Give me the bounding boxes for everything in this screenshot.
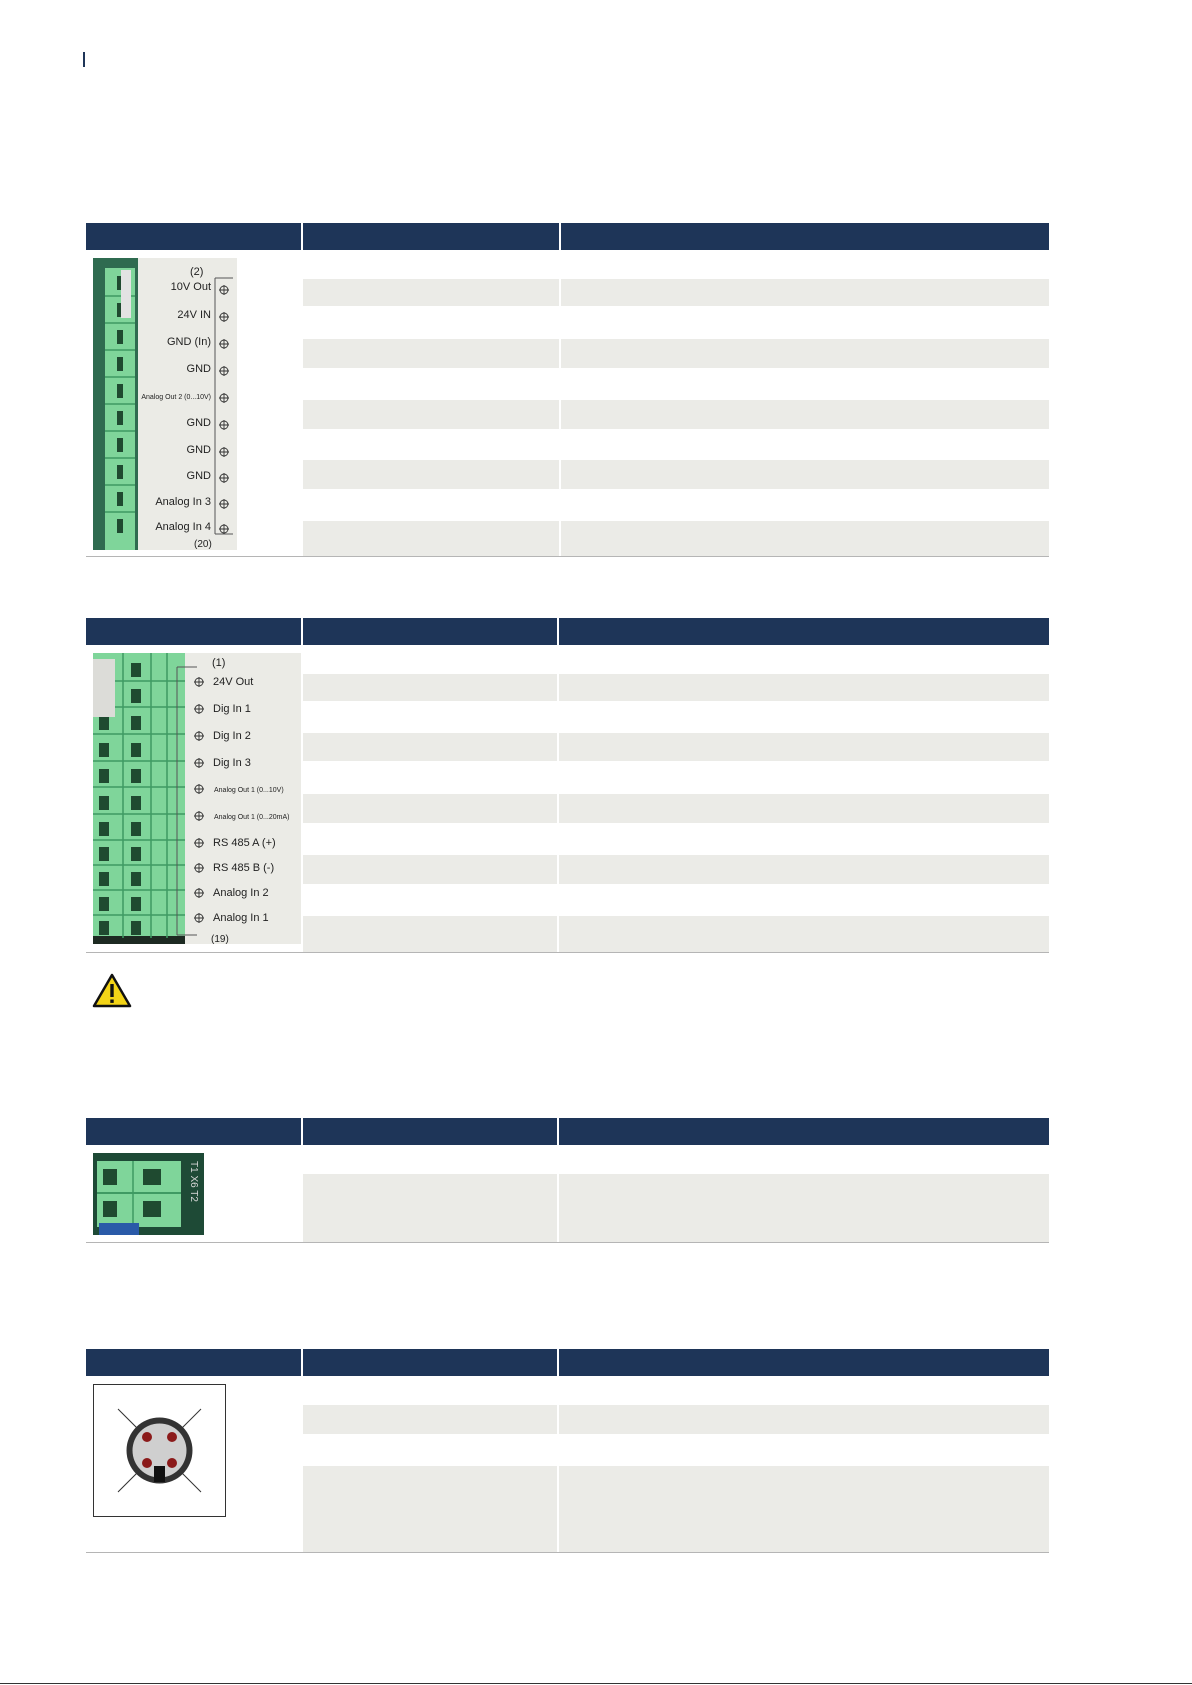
header-cell-1 (86, 1349, 301, 1376)
table-row (561, 521, 1049, 556)
page-margin-marker (83, 52, 85, 67)
header-cell-3 (559, 618, 1049, 645)
header-cell-3 (559, 1118, 1049, 1145)
table-row (561, 339, 1049, 368)
table-row (561, 460, 1049, 489)
table-header (86, 1118, 1049, 1145)
top-index: (1) (212, 657, 226, 669)
table-row (303, 794, 557, 823)
table-row (559, 1466, 1049, 1552)
terminal-label: Dig In 1 (213, 703, 251, 715)
header-cell-1 (86, 1118, 301, 1145)
header-cell-2 (303, 618, 557, 645)
top-index: (2) (190, 266, 204, 278)
table-row (561, 400, 1049, 429)
header-cell-2 (303, 1118, 557, 1145)
table-row (303, 339, 559, 368)
table-row (303, 460, 559, 489)
terminal-block-photo-b (93, 653, 301, 944)
terminal-label: 24V Out (213, 676, 254, 688)
bottom-index: (20) (194, 539, 212, 550)
relay-terminal-photo (93, 1153, 204, 1235)
table-row (559, 794, 1049, 823)
terminal-label: Analog In 4 (155, 521, 211, 533)
page-bottom-line (0, 1683, 1192, 1684)
header-cell-3 (561, 223, 1049, 250)
table-row (303, 1405, 557, 1434)
table-row (559, 855, 1049, 884)
table-row (559, 1405, 1049, 1434)
terminal-label: GND (186, 470, 211, 482)
terminal-label: 10V Out (170, 281, 211, 293)
header-cell-3 (559, 1349, 1049, 1376)
table-bottom-rule (86, 556, 1049, 557)
terminal-label: 24V IN (177, 309, 211, 321)
table-row (303, 400, 559, 429)
terminal-table-4 (86, 1349, 1049, 1553)
table-bottom-rule (86, 1552, 1049, 1553)
table-bottom-rule (86, 952, 1049, 953)
table-row (303, 733, 557, 761)
terminal-label: Analog In 1 (213, 912, 269, 924)
header-cell-2 (303, 223, 559, 250)
terminal-label: RS 485 A (+) (213, 837, 276, 849)
header-cell-1 (86, 618, 301, 645)
header-cell-1 (86, 223, 301, 250)
terminal-label: GND (186, 363, 211, 375)
table-header (86, 223, 1049, 250)
table-row (559, 733, 1049, 761)
round-4-pin-connector-icon (93, 1384, 226, 1517)
terminal-label: Analog Out 1 (0...20mA) (214, 814, 290, 821)
table-row (303, 1466, 557, 1552)
terminal-label: Dig In 2 (213, 730, 251, 742)
terminal-label: Analog Out 2 (0...10V) (141, 394, 211, 401)
terminal-label: GND (186, 444, 211, 456)
table-header (86, 618, 1049, 645)
terminal-label: Analog Out 1 (0...10V) (214, 787, 284, 794)
terminal-label: GND (186, 417, 211, 429)
table-row (303, 279, 559, 306)
terminal-label: RS 485 B (-) (213, 862, 275, 874)
terminal-label: Analog In 2 (213, 887, 269, 899)
table-row (559, 916, 1049, 952)
terminal-label: Dig In 3 (213, 757, 251, 769)
table-row (561, 279, 1049, 306)
table-row (303, 1174, 557, 1242)
table-row (303, 916, 557, 952)
terminal-table-2 (86, 618, 1049, 953)
terminal-table-3 (86, 1118, 1049, 1243)
warning-triangle-icon (92, 973, 132, 1014)
table-row (303, 521, 559, 556)
table-row (303, 855, 557, 884)
table-header (86, 1349, 1049, 1376)
silkscreen-label: T1 X6 T2 (188, 1161, 199, 1202)
terminal-label: Analog In 3 (155, 496, 211, 508)
table-bottom-rule (86, 1242, 1049, 1243)
table-row (303, 674, 557, 701)
bottom-index: (19) (211, 934, 229, 944)
table-row (559, 1174, 1049, 1242)
table-row (559, 674, 1049, 701)
terminal-table-1 (86, 223, 1049, 557)
terminal-label: GND (In) (167, 336, 211, 348)
terminal-block-photo-a (93, 258, 237, 550)
header-cell-2 (303, 1349, 557, 1376)
